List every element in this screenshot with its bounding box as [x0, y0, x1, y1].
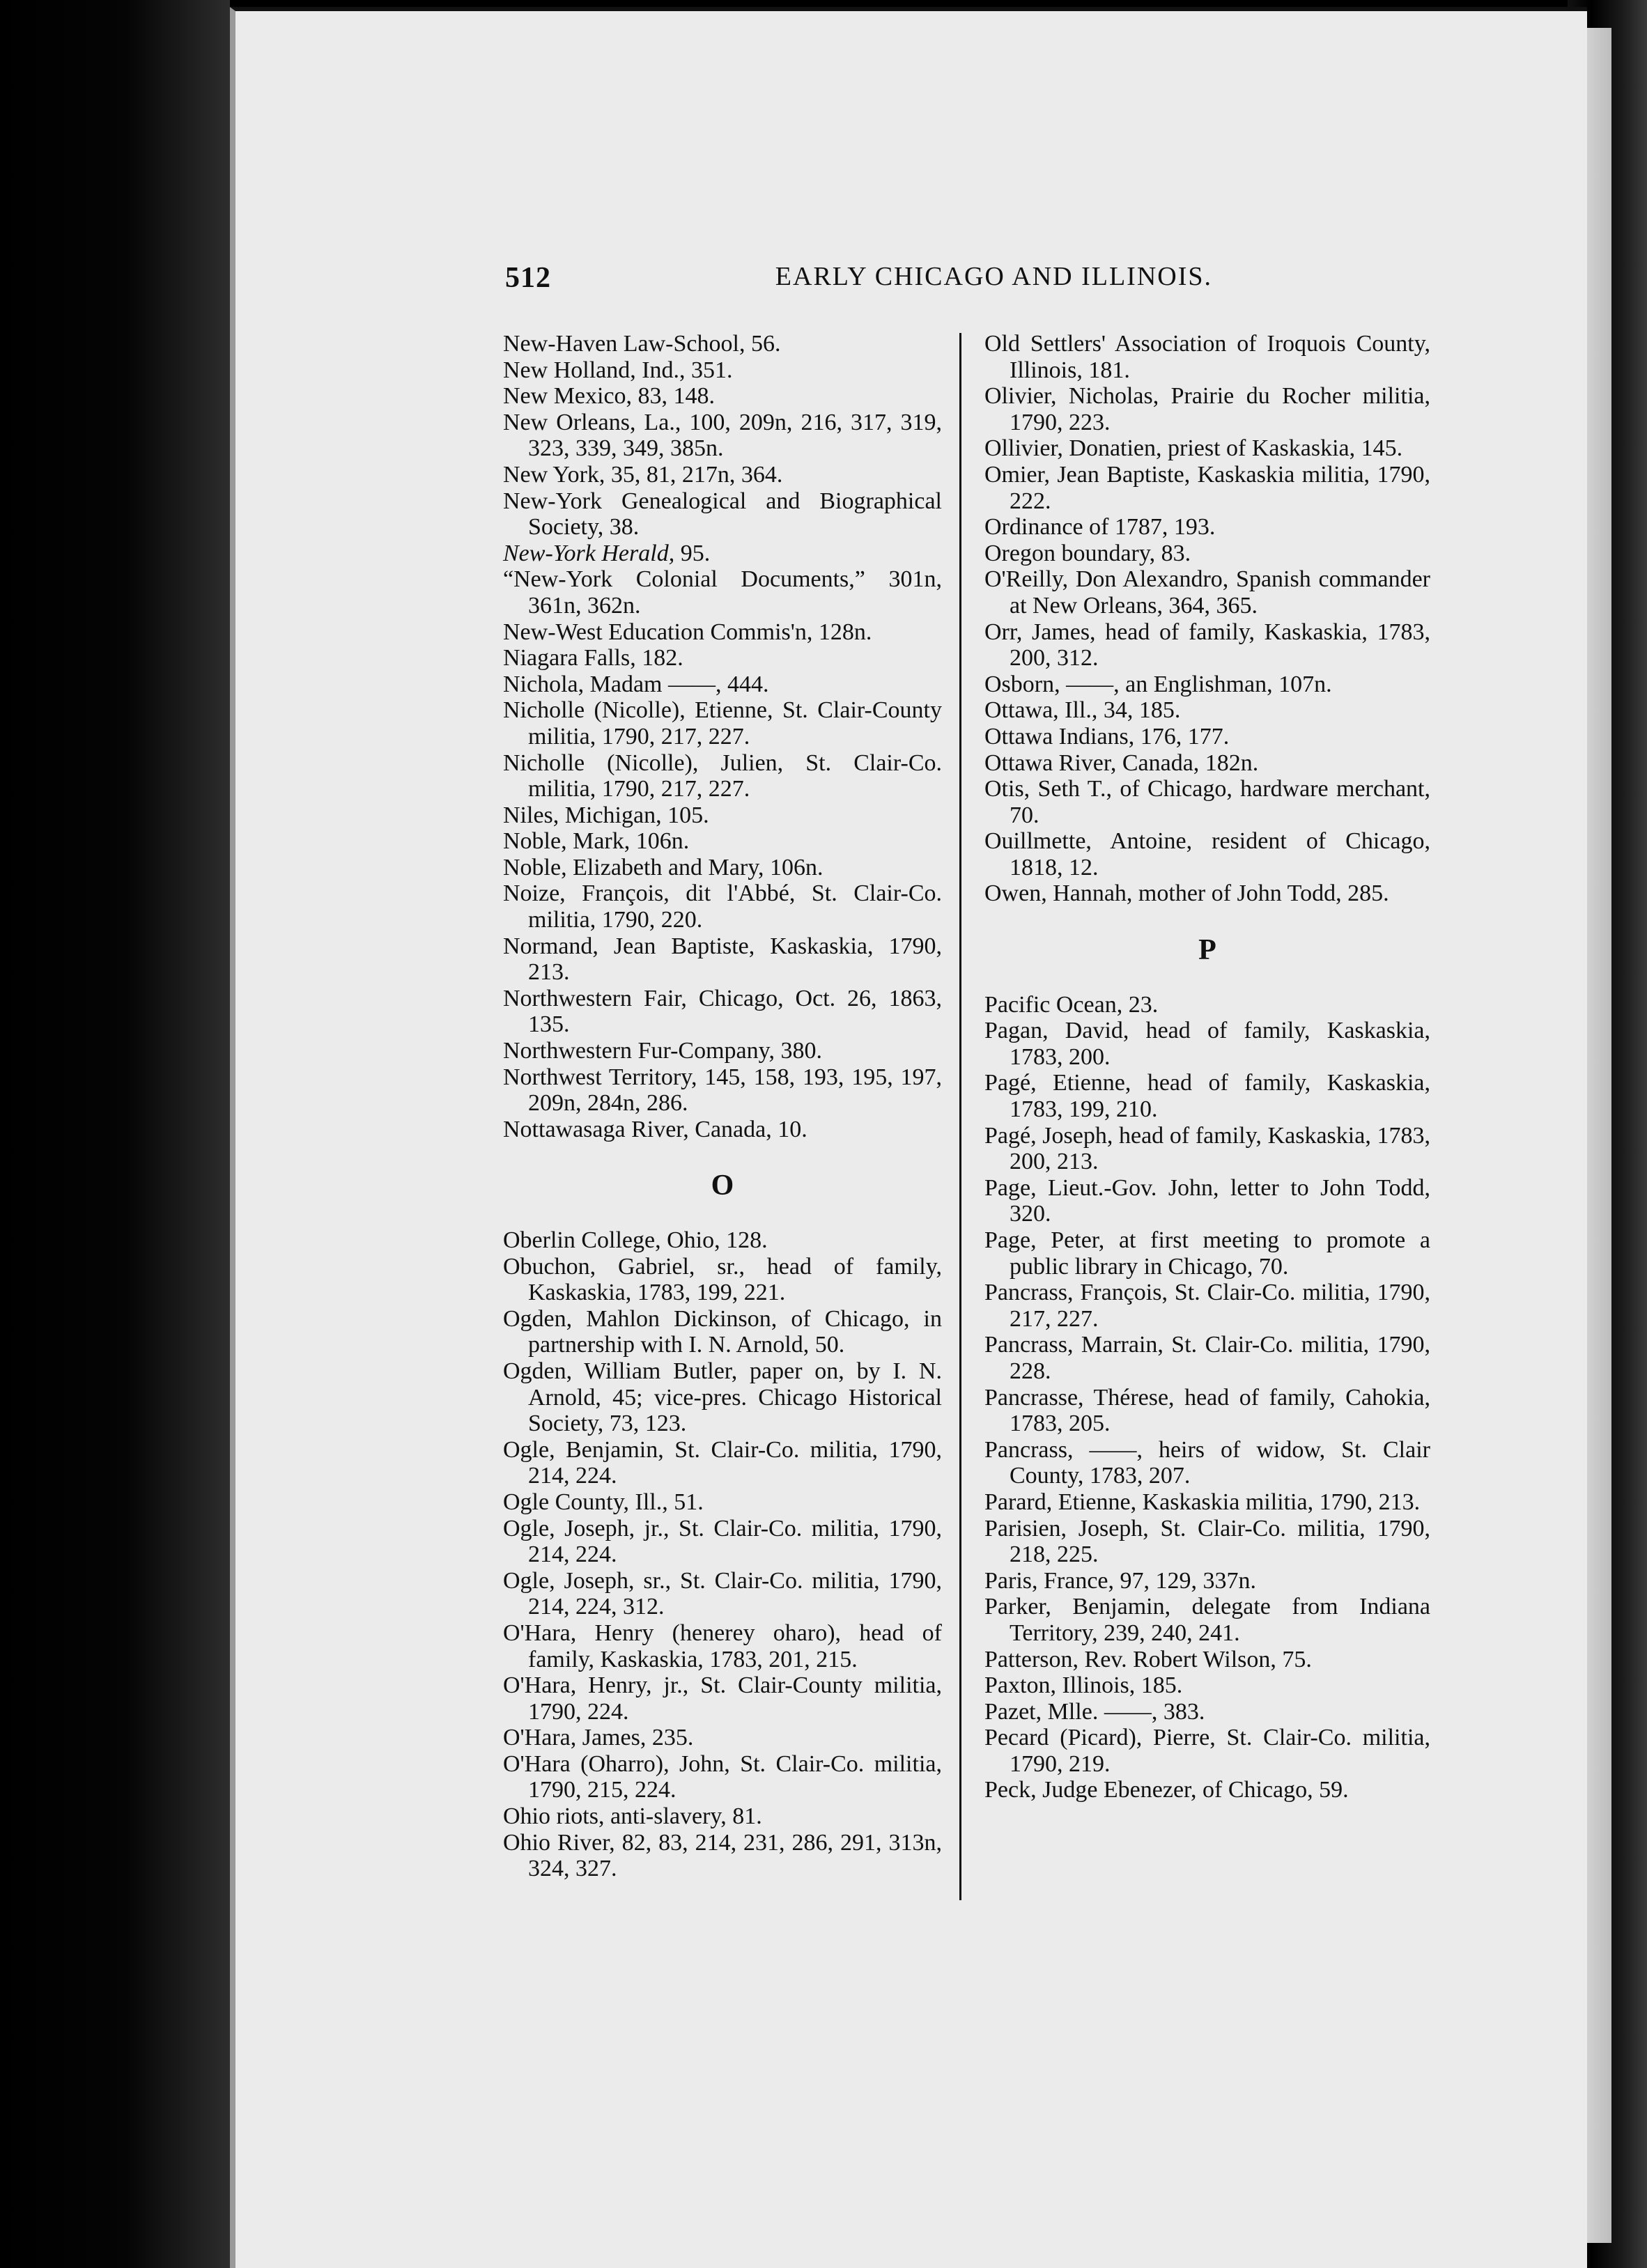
index-entry: New Holland, Ind., 351.: [503, 357, 733, 383]
index-entry: Pancrass, François, St. Clair-Co. militia, 1790, 217, 227.: [984, 1280, 1430, 1332]
index-entry: Pancrass, ——, heirs of widow, St. Clair County, 1783, 207.: [984, 1436, 1430, 1489]
index-entry: Pecard (Picard), Pierre, St. Clair-Co. militia, 1790, 219.: [984, 1725, 1430, 1777]
herald-title: New-York Herald,: [503, 540, 675, 566]
index-entry: New-Haven Law-School, 56.: [503, 331, 781, 357]
index-entry: Northwestern Fair, Chicago, Oct. 26, 1863, 135.: [503, 985, 942, 1038]
index-entry: Pancrasse, Thérese, head of family, Cahokia, 1783, 205.: [984, 1384, 1430, 1437]
index-entry: New Orleans, La., 100, 209n, 216, 317, 319, 323, 339, 349, 385n.: [503, 409, 942, 462]
index-entry: Nichola, Madam ——, 444.: [503, 671, 769, 697]
index-entry: Paxton, Illinois, 185.: [984, 1672, 1183, 1699]
index-entry: O'Hara (Oharro), John, St. Clair-Co. militia, 1790, 215, 224.: [503, 1750, 942, 1803]
index-entry: Ottawa River, Canada, 182n.: [984, 749, 1259, 776]
index-entry: Omier, Jean Baptiste, Kaskaskia militia, 1790, 222.: [984, 461, 1430, 514]
index-entry: New-West Education Commis'n, 128n.: [503, 619, 872, 645]
index-entry: [503, 541, 942, 567]
index-entry: Northwest Territory, 145, 158, 193, 195, 197, 209n, 284n, 286.: [503, 1064, 942, 1117]
index-entry: Ogle, Joseph, jr., St. Clair-Co. militia, 1790, 214, 224.: [503, 1515, 942, 1568]
index-entry: O'Reilly, Don Alexandro, Spanish commander at New Orleans, 364, 365.: [984, 566, 1430, 619]
index-entry: Obuchon, Gabriel, sr., head of family, Kaskaskia, 1783, 199, 221.: [503, 1253, 942, 1306]
section-letter-o: O: [711, 1170, 734, 1202]
section-letter-p: P: [1198, 934, 1216, 967]
index-entry: Parker, Benjamin, delegate from Indiana Territory, 239, 240, 241.: [984, 1594, 1430, 1646]
index-entry: Noble, Mark, 106n.: [503, 828, 690, 855]
index-group-o: [503, 1227, 942, 1882]
index-column-left: [503, 331, 942, 1882]
index-entry: Pacific Ocean, 23.: [984, 991, 1159, 1018]
index-entry: Ohio River, 82, 83, 214, 231, 286, 291, 313n, 324, 327.: [503, 1829, 942, 1882]
index-entry: Ogle County, Ill., 51.: [503, 1489, 704, 1515]
index-entry: Ogden, Mahlon Dickinson, of Chicago, in partnership with I. N. Arnold, 50.: [503, 1305, 942, 1358]
index-group-o-continued: [984, 331, 1430, 907]
index-entry: Ouillmette, Antoine, resident of Chicago, 1818, 12.: [984, 828, 1430, 880]
herald-pages: 95.: [674, 540, 711, 566]
index-entry: New-York Genealogical and Biographical Society, 38.: [503, 488, 942, 541]
index-entry: O'Hara, Henry (henerey oharo), head of family, Kaskaskia, 1783, 201, 215.: [503, 1620, 942, 1672]
index-entry: Otis, Seth T., of Chicago, hardware merchant, 70.: [984, 776, 1430, 828]
index-group-p: [984, 992, 1430, 1803]
running-head: [505, 261, 1212, 303]
index-entry: Noble, Elizabeth and Mary, 106n.: [503, 854, 824, 880]
index-entry: Parard, Etienne, Kaskaskia militia, 1790, 213.: [984, 1489, 1421, 1515]
index-entry: Ottawa Indians, 176, 177.: [984, 723, 1230, 749]
page-number: 512: [505, 262, 551, 294]
book-spine-left: [0, 0, 230, 2268]
index-entry: Ohio riots, anti-slavery, 81.: [503, 1803, 762, 1830]
index-entry: “New-York Colonial Documents,” 301n, 361n, 362n.: [503, 566, 942, 619]
index-entry: Ogden, William Butler, paper on, by I. N. Arnold, 45; vice-pres. Chicago Historical Society, 73, 123.: [503, 1358, 942, 1437]
index-entry: Northwestern Fur-Company, 380.: [503, 1038, 822, 1064]
index-entry: Pagan, David, head of family, Kaskaskia, 1783, 200.: [984, 1018, 1430, 1070]
index-entry: Normand, Jean Baptiste, Kaskaskia, 1790, 213.: [503, 933, 942, 986]
index-entry: Oregon boundary, 83.: [984, 540, 1191, 566]
index-entry: Old Settlers' Association of Iroquois County, Illinois, 181.: [984, 331, 1430, 383]
index-entry: O'Hara, Henry, jr., St. Clair-County militia, 1790, 224.: [503, 1672, 942, 1725]
index-entry: Nottawasaga River, Canada, 10.: [503, 1116, 807, 1142]
index-entry: Pazet, Mlle. ——, 383.: [984, 1698, 1205, 1725]
index-entry: Ollivier, Donatien, priest of Kaskaskia, 145.: [984, 435, 1403, 462]
index-entry: Paris, France, 97, 129, 337n.: [984, 1567, 1257, 1594]
index-entry: Page, Peter, at first meeting to promote a public library in Chicago, 70.: [984, 1227, 1430, 1280]
index-entry: Olivier, Nicholas, Prairie du Rocher militia, 1790, 223.: [984, 383, 1430, 435]
index-column-right: [984, 331, 1430, 1803]
index-entry: Niagara Falls, 182.: [503, 645, 683, 671]
index-entry: New Mexico, 83, 148.: [503, 383, 716, 410]
index-entry: O'Hara, James, 235.: [503, 1725, 694, 1751]
index-entry: Orr, James, head of family, Kaskaskia, 1783, 200, 312.: [984, 619, 1430, 671]
index-entry: Nicholle (Nicolle), Julien, St. Clair-Co. militia, 1790, 217, 227.: [503, 749, 942, 802]
running-title: EARLY CHICAGO AND ILLINOIS.: [775, 262, 1212, 291]
index-entry: Noize, François, dit l'Abbé, St. Clair-Co. militia, 1790, 220.: [503, 880, 942, 933]
index-entry: Ogle, Joseph, sr., St. Clair-Co. militia, 1790, 214, 224, 312.: [503, 1567, 942, 1620]
index-entry: Ottawa, Ill., 34, 185.: [984, 697, 1181, 724]
index-entry: Nicholle (Nicolle), Etienne, St. Clair-County militia, 1790, 217, 227.: [503, 697, 942, 749]
index-entry: Niles, Michigan, 105.: [503, 802, 709, 828]
index-entry: Owen, Hannah, mother of John Todd, 285.: [984, 880, 1389, 907]
index-entry: Parisien, Joseph, St. Clair-Co. militia, 1790, 218, 225.: [984, 1515, 1430, 1568]
column-divider: [959, 333, 961, 1900]
index-entry: New York, 35, 81, 217n, 364.: [503, 461, 783, 488]
index-entry: Ogle, Benjamin, St. Clair-Co. militia, 1790, 214, 224.: [503, 1436, 942, 1489]
index-entry: Osborn, ——, an Englishman, 107n.: [984, 671, 1332, 697]
index-entry: Peck, Judge Ebenezer, of Chicago, 59.: [984, 1777, 1349, 1803]
index-entry: Oberlin College, Ohio, 128.: [503, 1227, 768, 1253]
index-entry: Pagé, Joseph, head of family, Kaskaskia, 1783, 200, 213.: [984, 1122, 1430, 1175]
index-group-n: [503, 331, 942, 541]
index-entry: Pagé, Etienne, head of family, Kaskaskia, 1783, 199, 210.: [984, 1070, 1430, 1123]
index-entry: Page, Lieut.-Gov. John, letter to John Todd, 320.: [984, 1174, 1430, 1227]
index-entry: Ordinance of 1787, 193.: [984, 514, 1216, 541]
index-entry: Pancrass, Marrain, St. Clair-Co. militia, 1790, 228.: [984, 1332, 1430, 1384]
index-entry: Patterson, Rev. Robert Wilson, 75.: [984, 1646, 1312, 1672]
index-group-n-continued: [503, 566, 942, 1142]
